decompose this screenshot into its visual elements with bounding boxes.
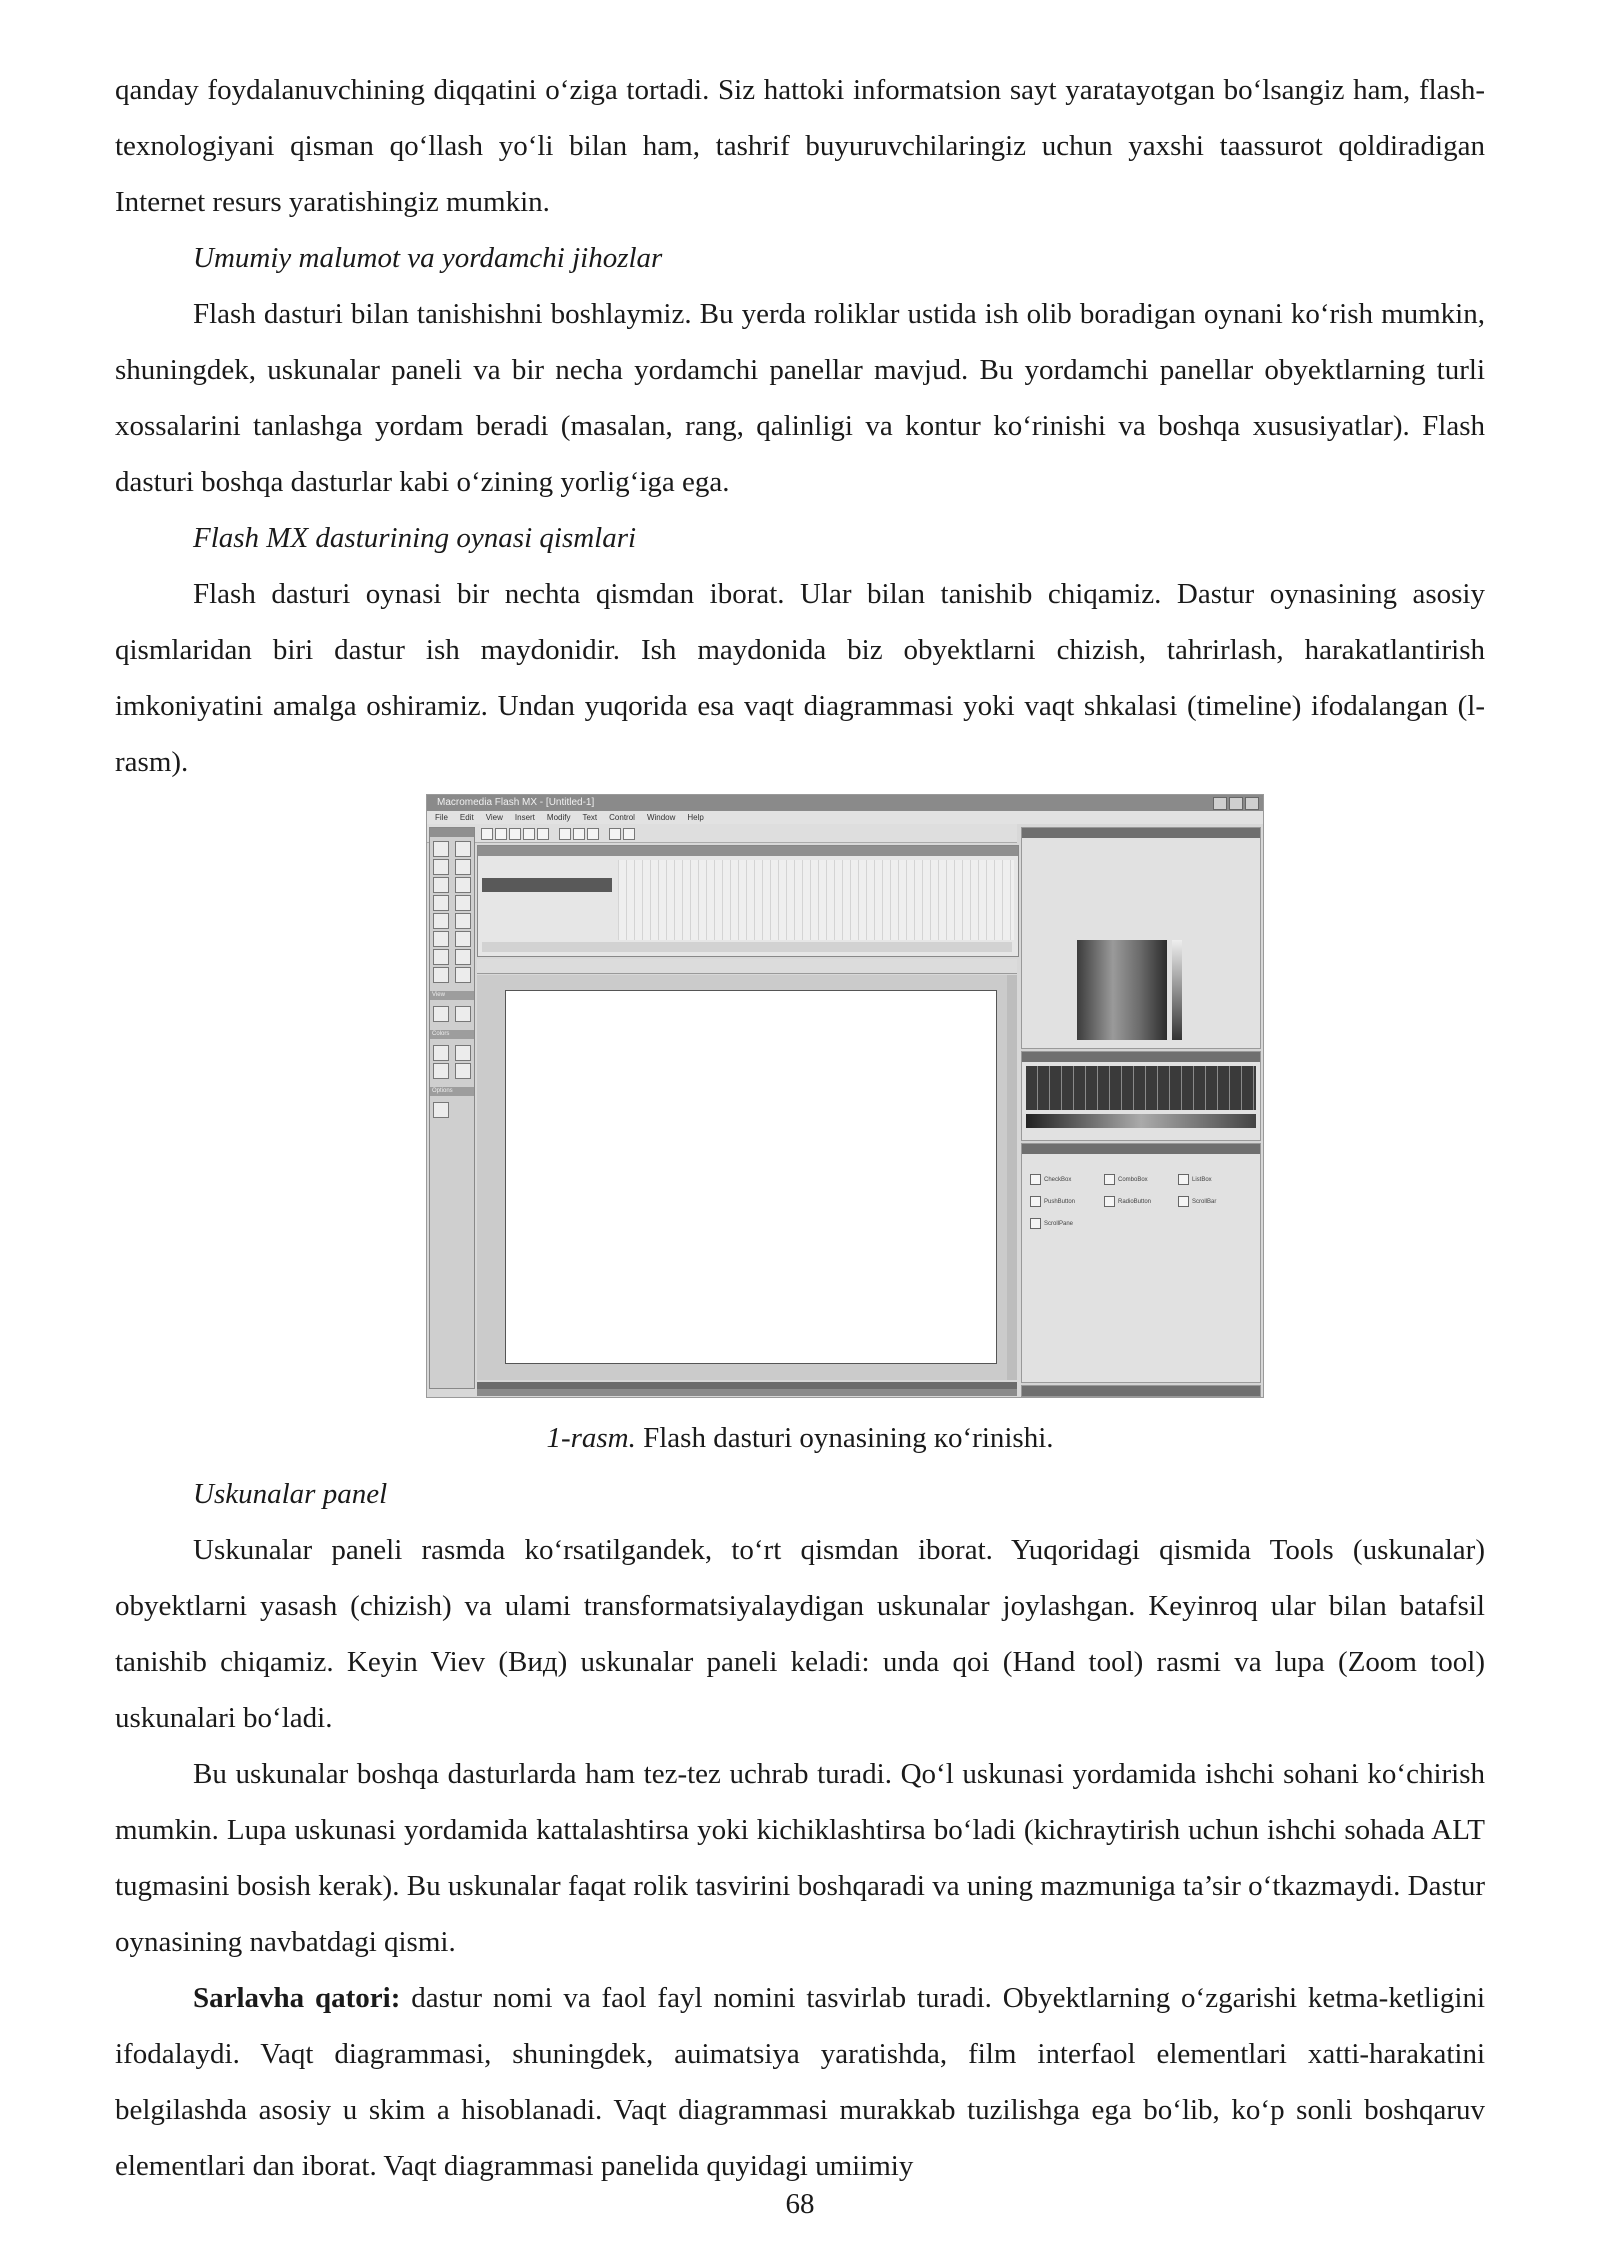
figure-caption: [115, 1410, 1485, 1466]
tools-panel: [429, 827, 475, 1389]
scrollpane-component-icon: [1030, 1218, 1041, 1229]
component-item: ComboBox: [1104, 1174, 1148, 1185]
paragraph-text: dastur nomi va faol fayl nomini tasvirlab turadi. Obyektlarning o‘zgarishi ketma-ketligini ifodalaydi. Vaqt diagrammasi, shuningdek, auimatsiya yaratishda, film interfaol elementlari xatti-harakatini belgilashda asosiy u skim a hisoblanadi. Vaqt diagrammasi murakkab tuzilishga ega bo‘lib, ko‘p sonli boshqaruv elementlari dan iborat. Vaqt diagrammasi panelida quyidagi umiimiy: [115, 1982, 1485, 2182]
answers-header: [1022, 1386, 1260, 1396]
close-icon: [1245, 797, 1259, 810]
cut-icon: [559, 828, 571, 840]
gradient-swatches: [1026, 1114, 1256, 1128]
bold-term: Sarlavha qatori:: [193, 1982, 401, 2014]
menu-bar: [427, 811, 1263, 824]
eyedropper-icon: [433, 967, 449, 983]
component-item: CheckBox: [1030, 1174, 1071, 1185]
paragraph: [115, 1970, 1485, 2194]
paragraph: Flash dasturi bilan tanishishni boshlaymiz. Bu yerda roliklar ustida ish olib boradigan oynani ko‘rish mumkin, shuningdek, uskunalar paneli va bir necha yordamchi panellar mavjud. Bu yordamchi panellar obyektlarning turli xossalarini tanlashga yordam beradi (masalan, rang, qalinligi va kontur ko‘rinishi va boshqa xususiyatlar). Flash dasturi boshqa dasturlar kabi o‘zining yorlig‘iga ega.: [115, 298, 1485, 498]
save-icon: [509, 828, 521, 840]
paragraph: qanday foydalanuvchining diqqatini o‘ziga tortadi. Siz hattoki informatsion sayt yaratayotgan bo‘lsangiz ham, flash-texnologiyani qisman qo‘llash yo‘li bilan ham, tashrif buyuruvchilaringiz uchun yaxshi taassurot qoldiradigan Internet resurs yaratishingiz mumkin.: [115, 74, 1485, 218]
zoom-tool-icon: [455, 1006, 471, 1022]
combobox-component-icon: [1104, 1174, 1115, 1185]
open-icon: [495, 828, 507, 840]
menu-item: Edit: [459, 813, 474, 822]
copy-icon: [573, 828, 585, 840]
pushbutton-component-icon: [1030, 1196, 1041, 1207]
color-mixer-panel: [1021, 827, 1261, 1049]
snap-magnet-icon: [433, 1102, 449, 1118]
hand-tool-icon: [433, 1006, 449, 1022]
component-item: ListBox: [1178, 1174, 1212, 1185]
menu-item: File: [435, 813, 448, 822]
line-tool-icon: [433, 859, 449, 875]
transform-tool-icon: [433, 931, 449, 947]
timeline-panel: [477, 845, 1019, 957]
new-file-icon: [481, 828, 493, 840]
color-mixer-header: [1022, 828, 1260, 838]
tools-panel-header: [430, 828, 474, 837]
preview-icon: [537, 828, 549, 840]
menu-item: Window: [646, 813, 676, 822]
menu-item: Control: [609, 813, 635, 822]
component-item: RadioButton: [1104, 1196, 1151, 1207]
lasso-tool-icon: [455, 859, 471, 875]
timeline-frames: [618, 860, 1014, 940]
window-controls: [1213, 797, 1259, 810]
scrollbar-component-icon: [1178, 1196, 1189, 1207]
arrow-tool-icon: [433, 841, 449, 857]
stroke-color-icon: [433, 1045, 449, 1061]
colors-section-label: Colors: [430, 1030, 474, 1039]
fill-color-icon: [433, 1063, 449, 1079]
listbox-component-icon: [1178, 1174, 1189, 1185]
redo-icon: [623, 828, 635, 840]
component-item: PushButton: [1030, 1196, 1075, 1207]
brush-tool-icon: [455, 913, 471, 929]
component-item: ScrollBar: [1178, 1196, 1216, 1207]
swatch-grid: [1026, 1066, 1256, 1110]
options-section-label: Options: [430, 1087, 474, 1096]
tool-buttons: [430, 837, 474, 987]
menu-item: Help: [687, 813, 704, 822]
pencil-tool-icon: [433, 913, 449, 929]
menu-item: Modify: [546, 813, 571, 822]
stage-scrollbar: [1007, 975, 1017, 1380]
stage: [505, 990, 997, 1364]
eraser-icon: [455, 967, 471, 983]
paste-icon: [587, 828, 599, 840]
actions-panel-bar: [477, 1382, 1017, 1389]
ink-bottle-icon: [433, 949, 449, 965]
components-panel: [1021, 1143, 1261, 1383]
layer-row: [482, 878, 612, 892]
print-icon: [523, 828, 535, 840]
view-section-label: View: [430, 991, 474, 1000]
component-item: ScrollPane: [1030, 1218, 1073, 1229]
color-swatches-panel: [1021, 1051, 1261, 1141]
maximize-icon: [1229, 797, 1243, 810]
minimize-icon: [1213, 797, 1227, 810]
menu-item: Text: [582, 813, 598, 822]
rectangle-tool-icon: [455, 895, 471, 911]
answers-panel: [1021, 1385, 1261, 1397]
section-heading: Uskunalar panel: [193, 1478, 388, 1510]
timeline-footer: [482, 942, 1012, 952]
radiobutton-component-icon: [1104, 1196, 1115, 1207]
paragraph: Uskunalar paneli rasmda ko‘rsatilgandek, to‘rt qismdan iborat. Yuqoridagi qismida Tools (uskunalar) obyektlarni yasash (chizish) va ulami transformatsiyalaydigan uskunalar joylashgan. Keyinroq ular bilan batafsil tanishib chiqamiz. Keyin Viev (Вид) uskunalar paneli keladi: unda qoi (Hand tool) rasmi va lupa (Zoom tool) uskunalari bo‘ladi.: [115, 1534, 1485, 1734]
paragraph: Flash dasturi oynasi bir nechta qismdan iborat. Ular bilan tanishib chiqamiz. Dastur oynasining asosiy qismlaridan biri dastur ish maydonidir. Ish maydonida biz obyektlarni chizish, tahrirlash, harakatlantirish imkoniyatini amalga oshiramiz. Undan yuqorida esa vaqt diagrammasi yoki vaqt shkalasi (timeline) ifodalangan (l-rasm).: [115, 578, 1485, 778]
color-swatches-header: [1022, 1052, 1260, 1062]
scene-bar: [477, 959, 1017, 974]
pen-tool-icon: [433, 877, 449, 893]
main-toolbar: [427, 824, 1017, 843]
subselect-tool-icon: [455, 841, 471, 857]
caption-label: 1-rasm.: [546, 1422, 636, 1454]
stroke-swatch-icon: [455, 1045, 471, 1061]
caption-text: Flash dasturi oynasining кo‘rinishi.: [635, 1422, 1054, 1454]
window-title: Macromedia Flash MX - [Untitled-1]: [427, 795, 1263, 811]
color-gradient-preview: [1077, 940, 1167, 1040]
section-heading: Umumiy malumot va yordamchi jihozlar: [193, 242, 663, 274]
properties-panel-bar: [477, 1389, 1017, 1396]
paragraph: Bu uskunalar boshqa dasturlarda ham tez-tez uchrab turadi. Qo‘l uskunasi yordamida ishchi sohani ko‘chirish mumkin. Lupa uskunasi yordamida kattalashtirsa yoki kichiklashtirsa bo‘ladi (kichraytirish uchun ishchi sohada ALT tugmasini bosish kerak). Bu uskunalar faqat rolik tasvirini boshqaradi va uning mazmuniga ta’sir o‘tkazmaydi. Dastur oynasining navbatdagi qismi.: [115, 1758, 1485, 1958]
figure: [115, 794, 1485, 1406]
work-area: [477, 975, 1017, 1380]
fill-transform-tool-icon: [455, 931, 471, 947]
components-header: [1022, 1144, 1260, 1154]
oval-tool-icon: [433, 895, 449, 911]
menu-item: Insert: [514, 813, 535, 822]
section-heading: Flash MX dasturining oynasi qismlari: [193, 522, 637, 554]
fill-swatch-icon: [455, 1063, 471, 1079]
checkbox-component-icon: [1030, 1174, 1041, 1185]
page-number: 68: [785, 2188, 815, 2220]
timeline-header: [478, 846, 1018, 856]
undo-icon: [609, 828, 621, 840]
right-panels: [1021, 827, 1261, 1397]
menu-item: View: [485, 813, 503, 822]
flash-window-screenshot: [426, 794, 1264, 1398]
text-tool-icon: [455, 877, 471, 893]
brightness-strip: [1172, 940, 1182, 1040]
page-body: [115, 62, 1485, 2194]
paint-bucket-icon: [455, 949, 471, 965]
